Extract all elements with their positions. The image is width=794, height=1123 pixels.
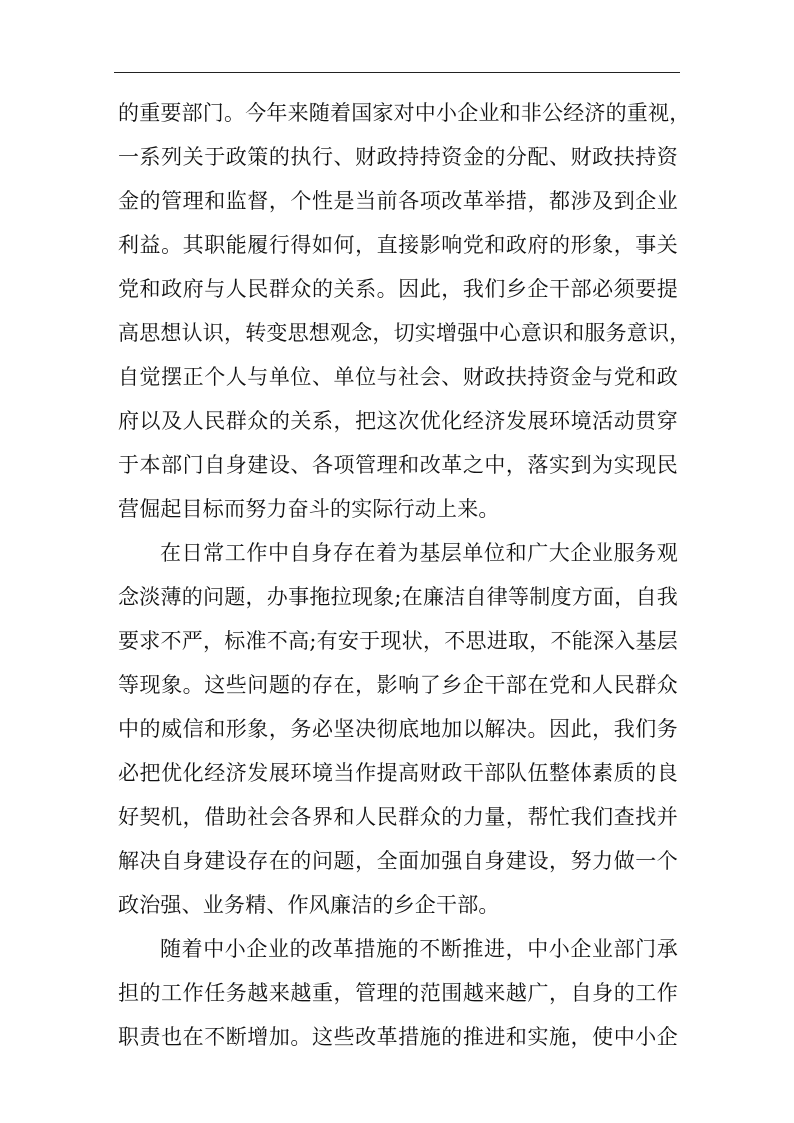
text-line: 自觉摆正个人与单位、单位与社会、财政扶持资金与党和政 xyxy=(118,365,678,389)
text-line: 好契机，借助社会各界和人民群众的力量，帮忙我们查找并 xyxy=(118,805,678,829)
text-line: 中的威信和形象，务必坚决彻底地加以解决。因此，我们务 xyxy=(118,717,678,741)
text-line: 党和政府与人民群众的关系。因此，我们乡企干部必须要提 xyxy=(118,277,678,301)
paragraph-1 xyxy=(118,91,691,531)
text-line: 于本部门自身建设、各项管理和改革之中，落实到为实现民 xyxy=(118,453,678,477)
text-line: 要求不严，标准不高;有安于现状，不思进取，不能深入基层 xyxy=(118,629,678,653)
text-line: 等现象。这些问题的存在，影响了乡企干部在党和人民群众 xyxy=(118,673,678,697)
text-line: 一系列关于政策的执行、财政持持资金的分配、财政扶持资 xyxy=(118,145,678,169)
text-line: 府以及人民群众的关系，把这次优化经济发展环境活动贯穿 xyxy=(118,409,678,433)
text-line: 的重要部门。今年来随着国家对中小企业和非公经济的重视， xyxy=(118,101,691,125)
paragraph-2 xyxy=(118,531,678,927)
text-line: 利益。其职能履行得如何，直接影响党和政府的形象，事关 xyxy=(118,233,678,257)
paragraph-3 xyxy=(118,927,678,1059)
text-line: 金的管理和监督，个性是当前各项改革举措，都涉及到企业 xyxy=(118,189,678,213)
text-line: 营倔起目标而努力奋斗的实际行动上来。 xyxy=(118,497,500,521)
text-line: 职责也在不断增加。这些改革措施的推进和实施，使中小企 xyxy=(118,1025,678,1049)
text-line: 解决自身建设存在的问题，全面加强自身建设，努力做一个 xyxy=(118,849,678,873)
document-body xyxy=(118,91,691,1059)
text-line: 在日常工作中自身存在着为基层单位和广大企业服务观 xyxy=(160,541,678,565)
text-line: 念淡薄的问题，办事拖拉现象;在廉洁自律等制度方面，自我 xyxy=(118,585,678,609)
header-rule xyxy=(114,72,680,73)
text-line: 政治强、业务精、作风廉洁的乡企干部。 xyxy=(118,893,500,917)
text-line: 担的工作任务越来越重，管理的范围越来越广，自身的工作 xyxy=(118,981,678,1005)
text-line: 随着中小企业的改革措施的不断推进，中小企业部门承 xyxy=(160,937,678,961)
text-line: 必把优化经济发展环境当作提高财政干部队伍整体素质的良 xyxy=(118,761,678,785)
text-line: 高思想认识，转变思想观念，切实增强中心意识和服务意识， xyxy=(118,321,691,345)
